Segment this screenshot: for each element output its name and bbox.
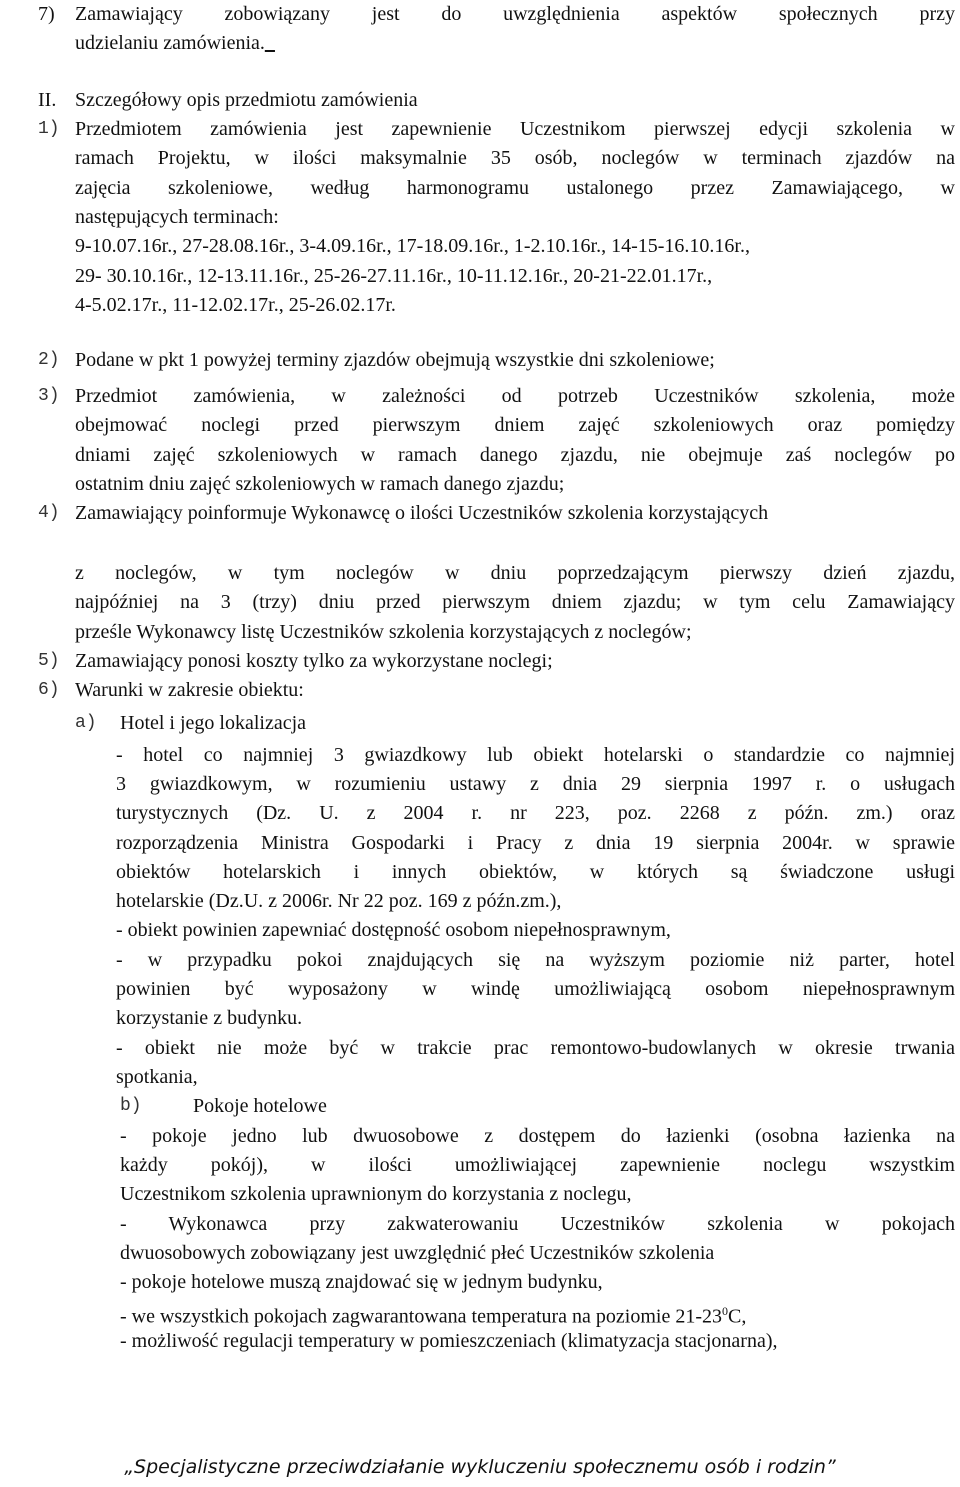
sub-b-line: dwuosobowych zobowiązany jest uwzględnić płeć Uczestników szkolenia	[120, 1242, 715, 1264]
item-4-line: prześle Wykonawcy listę Uczestników szkolenia korzystających z noclegów;	[75, 621, 692, 643]
sub-a-line: 3 gwiazdkowym, w rozumieniu ustawy z dnia 29 sierpnia 1997 r. o usługach	[116, 773, 955, 795]
sub-b-line: - pokoje jedno lub dwuosobowe z dostępem do łazienki (osobna łazienka na	[120, 1125, 955, 1147]
item-1-line: Przedmiotem zamówienia jest zapewnienie Uczestnikom pierwszej edycji szkolenia w	[75, 118, 955, 140]
item-2-number: 2)	[38, 350, 60, 370]
sub-a-line: - w przypadku pokoi znajdujących się na wyższym poziomie niż parter, hotel	[116, 949, 955, 971]
item-1-dates: 4-5.02.17r., 11-12.02.17r., 25-26.02.17r.	[75, 294, 396, 316]
item-6-number: 6)	[38, 680, 60, 700]
item-1-line: ramach Projektu, w ilości maksymalnie 35 osób, noclegów w terminach zjazdów na	[75, 147, 955, 169]
sub-a-line: hotelarskie (Dz.U. z 2006r. Nr 22 poz. 169 z późn.zm.),	[116, 890, 562, 912]
sub-b-line: - możliwość regulacji temperatury w pomieszczeniach (klimatyzacja stacjonarna),	[120, 1330, 778, 1352]
sub-b-line: Uczestnikom szkolenia uprawnionym do korzystania z noclegu,	[120, 1183, 632, 1205]
sub-a-line: - obiekt powinien zapewniać dostępność osobom niepełnosprawnym,	[116, 919, 671, 941]
item-2-text: Podane w pkt 1 powyżej terminy zjazdów obejmują wszystkie dni szkoleniowe;	[75, 349, 715, 371]
item-1-line: zajęcia szkoleniowe, według harmonogramu ustalonego przez Zamawiającego, w	[75, 177, 955, 199]
sub-b-title: Pokoje hotelowe	[193, 1095, 327, 1117]
sub-a-line: - obiekt nie może być w trakcie prac remontowo-budowlanych w okresie trwania	[116, 1037, 955, 1059]
section-title: Szczegółowy opis przedmiotu zamówienia	[75, 89, 418, 111]
sub-b-temp-text: - we wszystkich pokojach zagwarantowana temperatura na poziomie 21-23	[120, 1305, 722, 1328]
item-1-dates: 9-10.07.16r., 27-28.08.16r., 3-4.09.16r., 17-18.09.16r., 1-2.10.16r., 14-15-16.10.16r.,	[75, 235, 750, 257]
item-3-line: dniami zajęć szkoleniowych w ramach danego zjazdu, nie obejmuje zaś noclegów po	[75, 444, 955, 466]
sub-b-temp-unit: C,	[728, 1305, 747, 1328]
sub-a-line: rozporządzenia Ministra Gospodarki i Pracy z dnia 19 sierpnia 2004r. w sprawie	[116, 832, 955, 854]
item-5-number: 5)	[38, 651, 60, 671]
sub-a-number: a)	[75, 713, 97, 733]
sub-a-line: powinien być wyposażony w windę umożliwiającą osobom niepełnosprawnym	[116, 978, 955, 1000]
sub-a-title: Hotel i jego lokalizacja	[120, 712, 307, 734]
sub-a-line: korzystanie z budynku.	[116, 1007, 303, 1029]
sub-a-line: turystycznych (Dz. U. z 2004 r. nr 223, poz. 2268 z późn. zm.) oraz	[116, 802, 955, 824]
sub-a-line: obiektów hotelarskich i innych obiektów, w których są świadczone usługi	[116, 861, 955, 883]
item-7-line-2	[75, 29, 275, 58]
sub-a-line: - hotel co najmniej 3 gwiazdkowy lub obiekt hotelarski o standardzie co najmniej	[116, 744, 955, 766]
sub-a-line: spotkania,	[116, 1066, 198, 1088]
item-7-number: 7)	[38, 3, 55, 25]
item-3-number: 3)	[38, 386, 60, 406]
sub-b-line: - pokoje hotelowe muszą znajdować się w jednym budynku,	[120, 1271, 603, 1293]
item-4-line: z noclegów, w tym noclegów w dniu poprzedzającym pierwszy dzień zjazdu,	[75, 562, 955, 584]
sub-b-temp-degree: 0	[722, 1304, 728, 1318]
item-1-dates: 29- 30.10.16r., 12-13.11.16r., 25-26-27.11.16r., 10-11.12.16r., 20-21-22.01.17r.,	[75, 265, 713, 287]
item-6-text: Warunki w zakresie obiektu:	[75, 679, 304, 701]
item-5-text: Zamawiający ponosi koszty tylko za wykorzystane noclegi;	[75, 650, 553, 672]
item-1-line: następujących terminach:	[75, 206, 279, 228]
sub-b-line: każdy pokój), w ilości umożliwiającej zapewnienie noclegu wszystkim	[120, 1154, 955, 1176]
sub-b-line: - Wykonawca przy zakwaterowaniu Uczestników szkolenia w pokojach	[120, 1213, 955, 1235]
item-3-line: ostatnim dniu zajęć szkoleniowych w ramach danego zjazdu;	[75, 473, 565, 495]
sub-b-number: b)	[120, 1096, 142, 1116]
item-4-line: najpóźniej na 3 (trzy) dniu przed pierwszym dniem zjazdu; w tym celu Zamawiający	[75, 591, 955, 613]
item-3-line: Przedmiot zamówienia, w zależności od potrzeb Uczestników szkolenia, może	[75, 385, 955, 407]
item-1-number: 1)	[38, 119, 60, 139]
item-3-line: obejmować noclegi przed pierwszym dniem zajęć szkoleniowych oraz pomiędzy	[75, 414, 955, 436]
item-4-number: 4)	[38, 503, 60, 523]
item-7-line-1: Zamawiający zobowiązany jest do uwzględnienia aspektów społecznych przy	[75, 3, 955, 25]
section-number: II.	[38, 89, 57, 111]
item-7-line-2-text: udzielaniu zamówienia.	[75, 32, 265, 54]
page-footer: „Specjalistyczne przeciwdziałanie wykluczeniu społecznemu osób i rodzin”	[124, 1456, 836, 1478]
item-7-line-2-tail: _	[264, 32, 275, 54]
item-4-first-line: Zamawiający poinformuje Wykonawcę o ilości Uczestników szkolenia korzystających	[75, 502, 769, 524]
